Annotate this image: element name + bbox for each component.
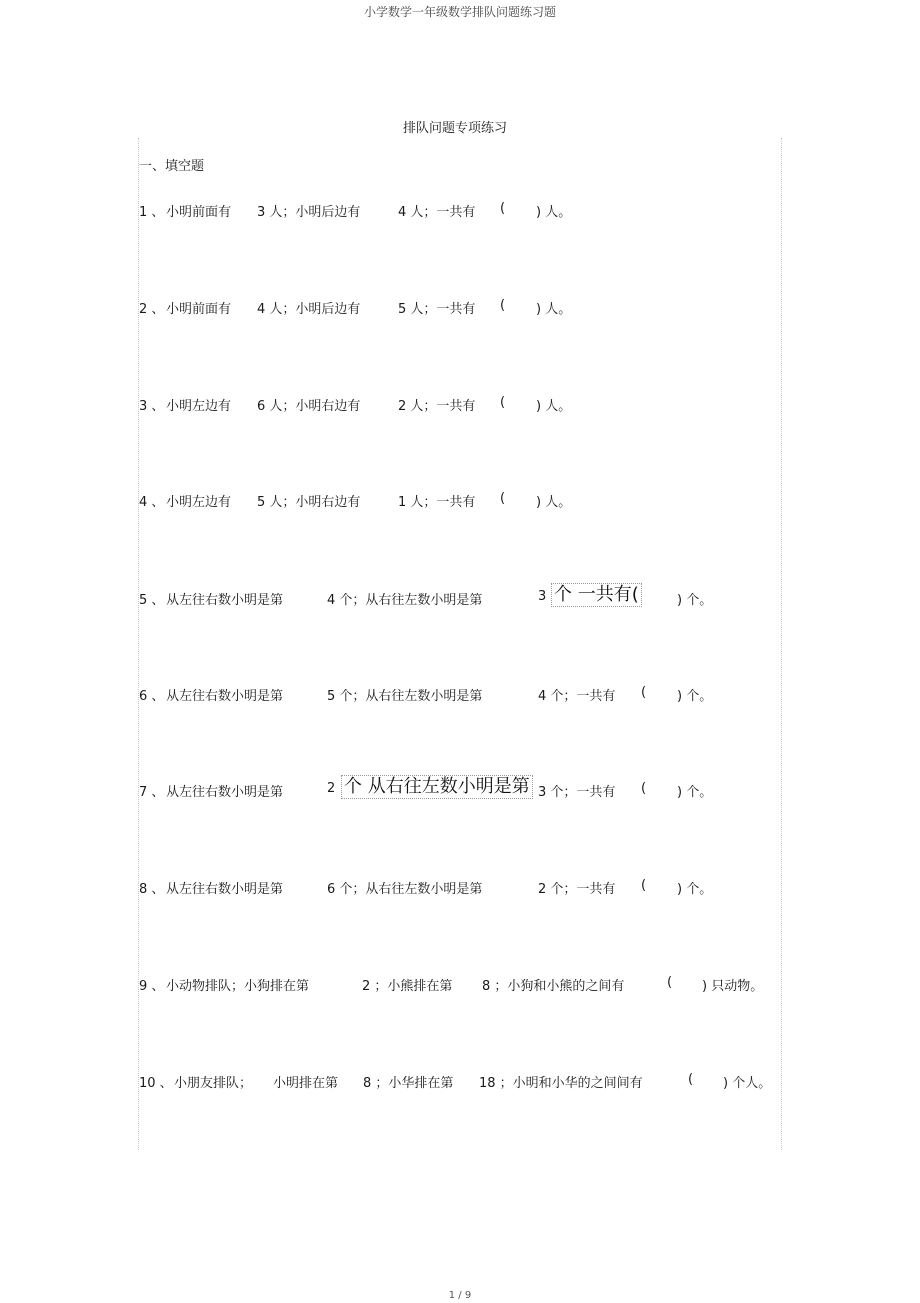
question-text: 2 个；一共有 (538, 882, 616, 897)
question-2 (139, 298, 919, 318)
document-title: 排队问题专项练习 (402, 121, 507, 136)
answer-blank-open: ( (641, 781, 647, 796)
question-text: 8 ；小华排在第 (363, 1076, 454, 1091)
question-text: 小明左边有 (166, 495, 232, 510)
question-text: 5 人；一共有 (398, 302, 476, 317)
question-number: 2 、 (139, 302, 165, 317)
question-text: 4 人；一共有 (398, 205, 476, 220)
question-number: 6 、 (139, 689, 165, 704)
answer-blank-close: ) 人。 (536, 302, 572, 317)
answer-blank-open: ( (500, 201, 506, 216)
answer-blank-open: ( (667, 975, 673, 990)
question-text: 2 (327, 781, 336, 796)
question-text: 5 人；小明右边有 (257, 495, 361, 510)
question-text: 18 ；小明和小华的之间间有 (479, 1076, 643, 1091)
question-8 (139, 878, 919, 898)
answer-blank-close: ) 个。 (677, 689, 713, 704)
question-number: 1 、 (139, 205, 165, 220)
question-text: 4 人；小明后边有 (257, 302, 361, 317)
question-text: 小明前面有 (166, 302, 232, 317)
answer-blank-open: ( (688, 1072, 694, 1087)
answer-blank-close: ) 人。 (536, 495, 572, 510)
scanned-text-box: 个 从右往左数小明是第 (341, 775, 533, 799)
question-5 (139, 584, 919, 609)
question-text: 8 ；小狗和小熊的之间有 (482, 979, 625, 994)
question-number: 8 、 (139, 882, 165, 897)
question-number: 3 、 (139, 399, 165, 414)
question-number: 4 、 (139, 495, 165, 510)
left-margin-guide (138, 138, 139, 1150)
question-text: 从左往右数小明是第 (166, 689, 284, 704)
question-text: 4 个；一共有 (538, 689, 616, 704)
answer-blank-open: ( (500, 491, 506, 506)
question-number: 10 、 (139, 1076, 173, 1091)
question-9 (139, 975, 919, 995)
answer-blank-open: ( (641, 878, 647, 893)
question-text: 3 人；小明后边有 (257, 205, 361, 220)
page-header-title: 小学数学一年级数学排队问题练习题 (363, 5, 556, 19)
question-text: 3 (538, 589, 547, 604)
question-10 (139, 1072, 919, 1092)
answer-blank-close: ) 个人。 (723, 1076, 772, 1091)
question-6 (139, 685, 919, 705)
question-text: 从左往右数小明是第 (166, 593, 284, 608)
question-text: 4 个；从右往左数小明是第 (327, 593, 483, 608)
answer-blank-close: ) 个。 (677, 882, 713, 897)
right-margin-guide (781, 138, 782, 1150)
answer-blank-close: ) 人。 (536, 399, 572, 414)
question-text: 1 人；一共有 (398, 495, 476, 510)
answer-blank-close: ) 个。 (677, 593, 713, 608)
question-1 (139, 201, 919, 221)
question-4 (139, 491, 919, 511)
answer-blank-close: ) 只动物。 (702, 979, 764, 994)
answer-blank-open: ( (500, 395, 506, 410)
answer-blank-open: ( (500, 298, 506, 313)
question-text: 2 ；小熊排在第 (362, 979, 453, 994)
question-text: 6 人；小明右边有 (257, 399, 361, 414)
question-number: 9 、 (139, 979, 165, 994)
answer-blank-close: ) 个。 (677, 785, 713, 800)
question-text: 5 个；从右往左数小明是第 (327, 689, 483, 704)
question-text: 小明前面有 (166, 205, 232, 220)
question-text: 2 人；一共有 (398, 399, 476, 414)
question-text: 小动物排队；小狗排在第 (166, 979, 310, 994)
answer-blank-close: ) 人。 (536, 205, 572, 220)
section-heading: 一、填空题 (139, 159, 205, 174)
answer-blank-open: ( (641, 685, 647, 700)
question-number: 7 、 (139, 785, 165, 800)
page-number: 1 / 9 (448, 1290, 472, 1301)
question-text: 从左往右数小明是第 (166, 785, 284, 800)
question-text: 小明左边有 (166, 399, 232, 414)
question-text: 小朋友排队； (174, 1076, 253, 1091)
question-number: 5 、 (139, 593, 165, 608)
question-3 (139, 395, 919, 415)
question-text: 从左往右数小明是第 (166, 882, 284, 897)
question-7 (139, 776, 919, 801)
question-text: 6 个；从右往左数小明是第 (327, 882, 483, 897)
question-text: 小明排在第 (273, 1076, 339, 1091)
scanned-text-box: 个 一共有( (551, 583, 642, 607)
question-text: 3 个；一共有 (538, 785, 616, 800)
